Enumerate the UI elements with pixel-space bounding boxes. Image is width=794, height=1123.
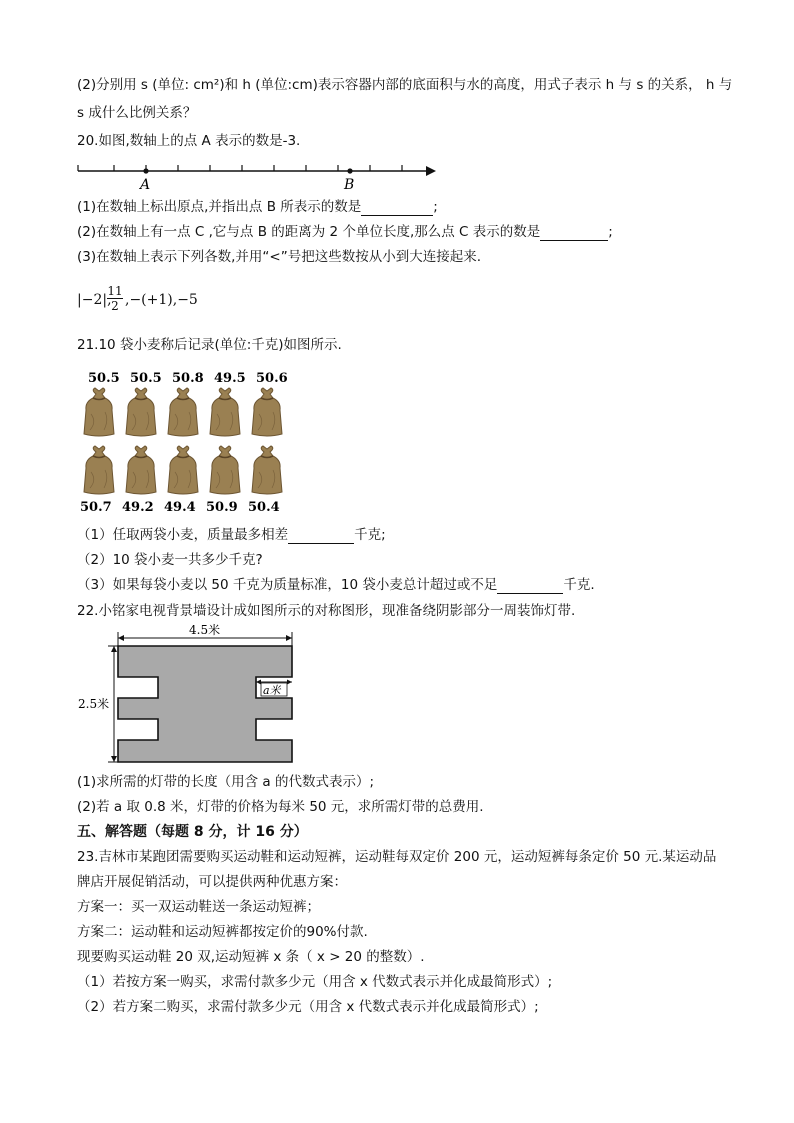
- q20-sub2-text: (2)在数轴上有一点 C ,它与点 B 的距离为 2 个单位长度,那么点 C 表示的数是: [77, 224, 541, 240]
- q23-sub2: （2）若方案二购买，求需付款多少元（用含 x 代数式表示并化成最简形式）;: [77, 999, 539, 1015]
- number-line: [74, 156, 440, 194]
- wheat-bag-top-1: [84, 388, 114, 436]
- top-weight-1: 50.5: [88, 371, 120, 386]
- number-line-arrow: [426, 166, 436, 176]
- q21-sub1-blank[interactable]: [288, 529, 354, 544]
- q20-sub2-blank[interactable]: [540, 226, 608, 241]
- point-b-dot: [347, 168, 352, 173]
- number-line-ticks: [78, 165, 402, 171]
- wheat-bag-bottom-4: [210, 446, 240, 494]
- top-weight-3: 50.8: [172, 371, 204, 386]
- wheat-bag-bottom-1: [84, 446, 114, 494]
- q20-sub1-end: ;: [433, 199, 438, 215]
- section5-heading: 五、解答题（每题 8 分，计 16 分）: [77, 824, 308, 840]
- wheat-bags-figure: [77, 364, 287, 516]
- point-b-label: B: [344, 177, 355, 193]
- q23-sub1: （1）若按方案一购买，求需付款多少元（用含 x 代数式表示并化成最简形式）;: [77, 974, 553, 990]
- top-weight-5: 50.6: [256, 371, 287, 386]
- bottom-weight-3: 49.4: [164, 500, 196, 515]
- expr-fraction: [107, 284, 123, 313]
- q21-sub1-text: （1）任取两袋小麦，质量最多相差: [77, 527, 289, 543]
- point-a-dot: [143, 168, 148, 173]
- wheat-bag-top-3: [168, 388, 198, 436]
- bottom-weight-5: 50.4: [248, 500, 280, 515]
- q23-plan2: 方案二：运动鞋和运动短裤都按定价的90%付款.: [77, 924, 368, 940]
- q20-sub2-end: ;: [608, 224, 613, 240]
- q21-sub3-blank[interactable]: [497, 579, 563, 594]
- expr-abs: |−2|,: [77, 292, 112, 308]
- q23-plan1: 方案一：买一双运动鞋送一条运动短裤；: [77, 899, 320, 915]
- q20-sub3: (3)在数轴上表示下列各数,并用“<”号把这些数按从小到大连接起来.: [77, 249, 482, 265]
- bottom-weight-1: 50.7: [80, 500, 112, 515]
- wheat-bags-svg: [77, 364, 287, 516]
- q21-title: 21.10 袋小麦称后记录(单位:千克)如图所示.: [77, 337, 342, 353]
- top-weight-4: 49.5: [214, 371, 246, 386]
- wheat-bag-bottom-2: [126, 446, 156, 494]
- q21-sub1: [77, 526, 386, 544]
- expr-rest: ,−(+1),−5: [125, 292, 198, 308]
- notch-label: a米: [263, 684, 281, 697]
- q20-sub2: [77, 223, 613, 241]
- top-weight-2: 50.5: [130, 371, 162, 386]
- expr-fraction-numerator: 11: [107, 284, 123, 298]
- q21-sub3-text: （3）如果每袋小麦以 50 千克为质量标准，10 袋小麦总计超过或不足: [77, 577, 498, 593]
- height-label: 2.5米: [78, 697, 110, 711]
- q22-sub1: (1)求所需的灯带的长度（用含 a 的代数式表示）;: [77, 774, 375, 790]
- wheat-bag-bottom-3: [168, 446, 198, 494]
- q22-sub2: (2)若 a 取 0.8 米，灯带的价格为每米 50 元，求所需灯带的总费用.: [77, 799, 484, 815]
- expr-fraction-denominator: 2: [111, 299, 119, 313]
- q21-sub3: [77, 576, 595, 594]
- q20-sub1-blank[interactable]: [361, 201, 433, 216]
- q19-line1: (2)分别用 s (单位: cm²)和 h (单位:cm)表示容器内部的底面积与水的高度，用式子表示 h 与 s 的关系， h 与: [77, 77, 733, 93]
- tv-wall-figure: [74, 622, 298, 766]
- q23-line1: 23.吉林市某跑团需要购买运动鞋和运动短裤，运动鞋每双定价 200 元，运动短裤每条定价 50 元.某运动品: [77, 849, 717, 865]
- q20-title: 20.如图,数轴上的点 A 表示的数是-3.: [77, 133, 301, 149]
- wheat-bag-top-5: [252, 388, 282, 436]
- q19-line2: s 成什么比例关系？: [77, 105, 197, 121]
- bottom-weight-4: 50.9: [206, 500, 238, 515]
- q21-sub2: （2）10 袋小麦一共多少千克?: [77, 552, 263, 568]
- shaded-region: [118, 646, 292, 762]
- q20-sub1: [77, 198, 438, 216]
- q21-sub1-end: 千克;: [354, 527, 386, 543]
- q23-line2: 牌店开展促销活动，可以提供两种优惠方案：: [77, 874, 347, 890]
- q23-line3: 现要购买运动鞋 20 双,运动短裤 x 条（ x > 20 的整数）.: [77, 949, 425, 965]
- wheat-bag-bottom-5: [252, 446, 282, 494]
- wheat-bag-top-4: [210, 388, 240, 436]
- point-a-label: A: [140, 177, 151, 193]
- bottom-weight-2: 49.2: [122, 500, 154, 515]
- wheat-bag-top-2: [126, 388, 156, 436]
- q21-sub3-end: 千克.: [563, 577, 595, 593]
- width-label: 4.5米: [189, 623, 221, 637]
- q22-title: 22.小铭家电视背景墙设计成如图所示的对称图形，现准备绕阴影部分一周装饰灯带.: [77, 603, 576, 619]
- q20-sub1-text: (1)在数轴上标出原点,并指出点 B 所表示的数是: [77, 199, 362, 215]
